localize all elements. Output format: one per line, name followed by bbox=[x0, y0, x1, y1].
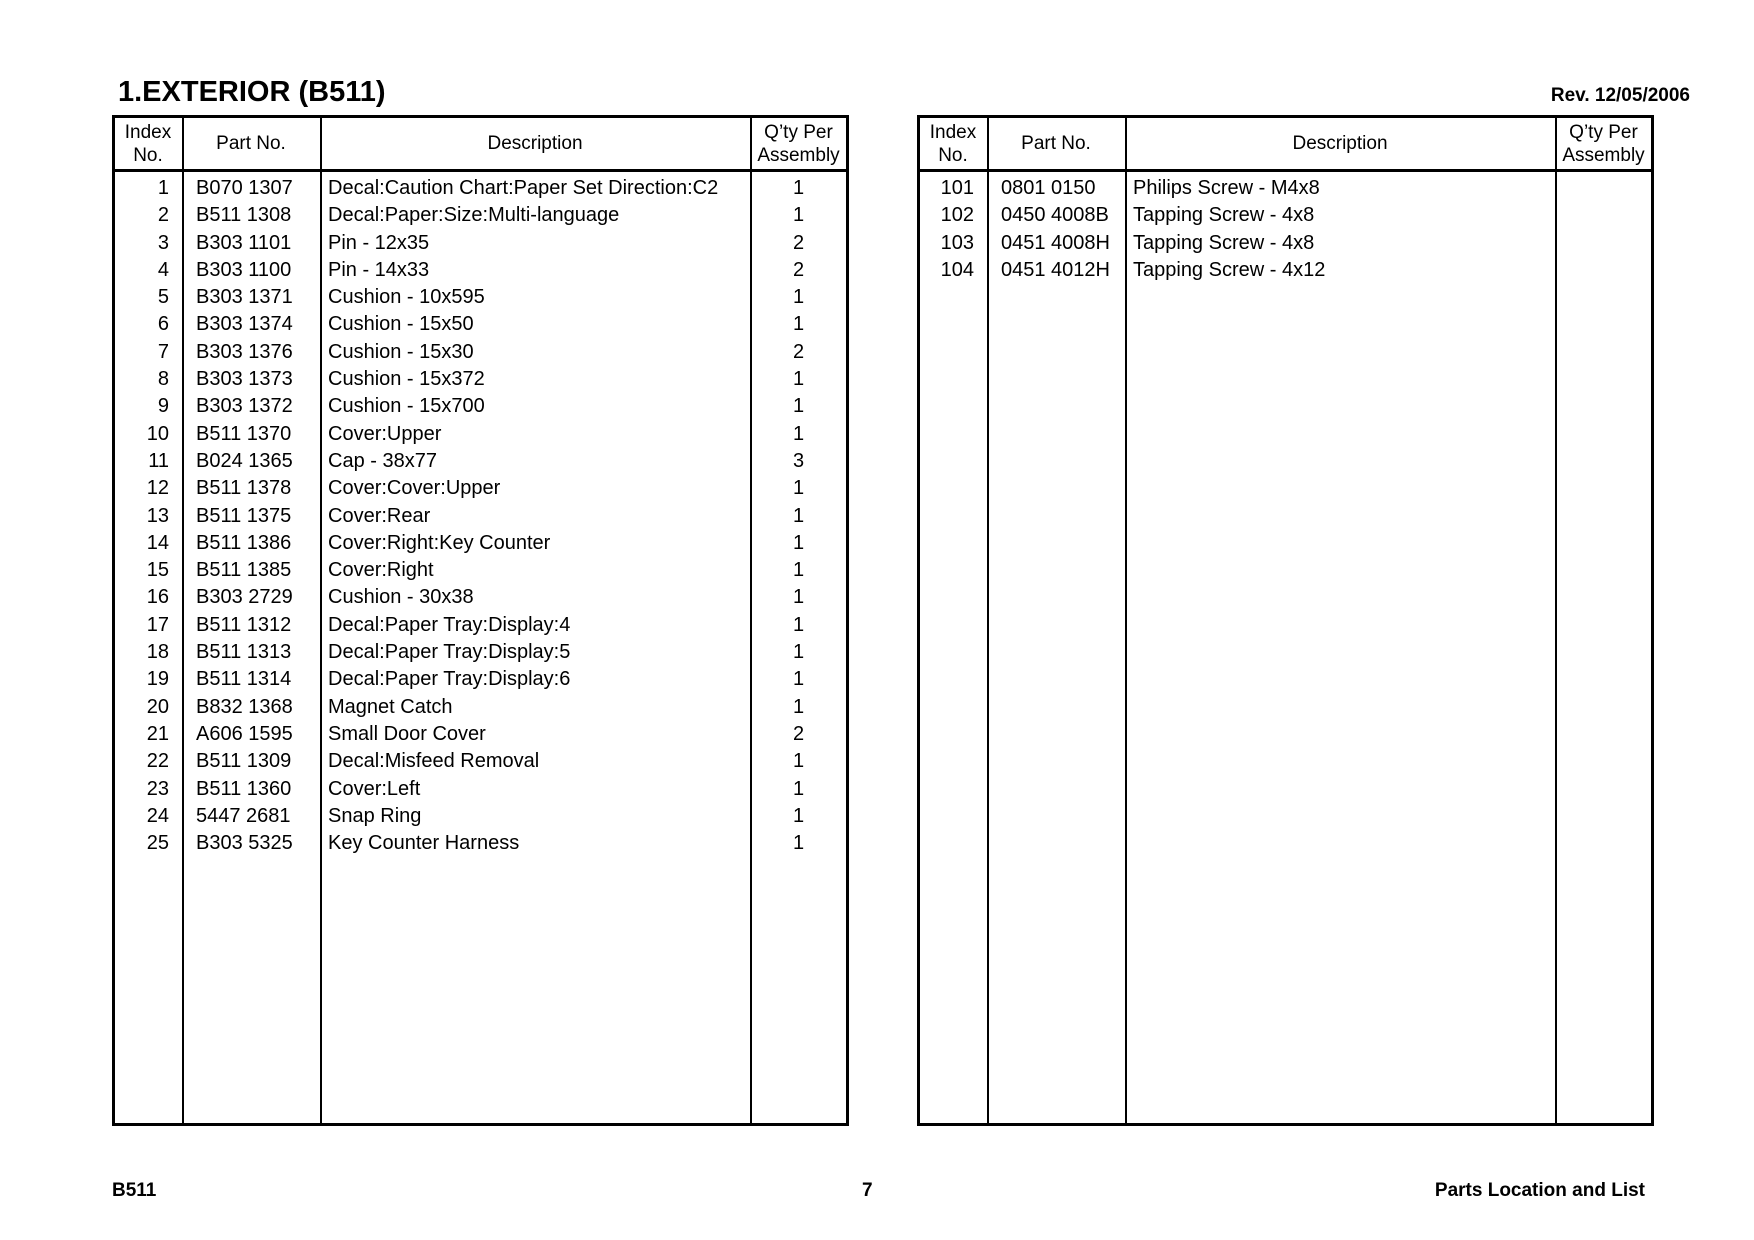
cell-part-no: 0801 0150 bbox=[1001, 177, 1096, 199]
cell-index: 1 bbox=[157, 177, 169, 199]
cell-qty: 1 bbox=[792, 777, 805, 800]
cell-index: 103 bbox=[940, 231, 974, 254]
cell-part-no: B303 1100 bbox=[196, 258, 292, 281]
table-row bbox=[115, 421, 846, 448]
cell-index: 19 bbox=[146, 668, 169, 691]
table-body bbox=[920, 172, 1651, 284]
cell-description: Decal:Paper Tray:Display:4 bbox=[328, 613, 571, 636]
header-part-no: Part No. bbox=[1021, 133, 1091, 154]
table-row bbox=[115, 230, 846, 257]
cell-index: 12 bbox=[146, 477, 169, 500]
cell-description: Pin - 14x33 bbox=[328, 258, 430, 281]
cell-index: 3 bbox=[157, 231, 169, 254]
cell-description: Cushion - 15x30 bbox=[328, 340, 474, 363]
cell-qty: 2 bbox=[792, 258, 805, 281]
cell-part-no: B511 1385 bbox=[196, 559, 292, 582]
cell-description: Cushion - 10x595 bbox=[328, 286, 485, 309]
table-row bbox=[115, 503, 846, 530]
cell-part-no: B303 1371 bbox=[196, 286, 293, 309]
cell-part-no: B511 1375 bbox=[196, 504, 292, 527]
cell-qty: 1 bbox=[792, 832, 805, 855]
table-row bbox=[115, 557, 846, 584]
cell-part-no: B511 1386 bbox=[196, 531, 292, 554]
table-row bbox=[920, 230, 1651, 257]
cell-qty: 1 bbox=[792, 668, 805, 691]
cell-part-no: B511 1312 bbox=[196, 613, 292, 636]
table-row bbox=[115, 748, 846, 775]
cell-description: Decal:Misfeed Removal bbox=[328, 750, 540, 773]
table-row bbox=[115, 830, 846, 857]
revision-label: Rev. 12/05/2006 bbox=[1550, 85, 1690, 106]
header-part-no: Part No. bbox=[216, 133, 286, 154]
cell-qty: 1 bbox=[792, 177, 805, 199]
cell-part-no: B511 1378 bbox=[196, 477, 292, 500]
cell-qty: 1 bbox=[792, 422, 805, 445]
cell-index: 18 bbox=[146, 641, 169, 664]
page-title: 1.EXTERIOR (B511) bbox=[118, 76, 386, 108]
cell-index: 13 bbox=[146, 504, 169, 527]
cell-description: Philips Screw - M4x8 bbox=[1133, 177, 1320, 199]
cell-index: 23 bbox=[146, 777, 169, 800]
cell-description: Cushion - 15x372 bbox=[328, 368, 485, 391]
cell-part-no: B832 1368 bbox=[196, 695, 293, 718]
table-row bbox=[115, 584, 846, 611]
table-row bbox=[115, 666, 846, 693]
cell-qty: 1 bbox=[792, 559, 805, 582]
cell-part-no: B070 1307 bbox=[196, 177, 293, 199]
table-row bbox=[920, 257, 1651, 284]
cell-description: Cushion - 30x38 bbox=[328, 586, 474, 609]
cell-description: Cover:Right bbox=[328, 559, 434, 582]
cell-description: Decal:Paper Tray:Display:6 bbox=[328, 668, 571, 691]
cell-qty: 1 bbox=[792, 641, 805, 664]
table-row bbox=[115, 175, 846, 202]
cell-description: Tapping Screw - 4x12 bbox=[1133, 258, 1326, 281]
cell-index: 5 bbox=[157, 286, 169, 309]
cell-index: 20 bbox=[146, 695, 169, 718]
cell-qty: 1 bbox=[792, 504, 805, 527]
cell-qty: 1 bbox=[792, 286, 805, 309]
cell-index: 104 bbox=[940, 258, 974, 281]
footer-section: Parts Location and List bbox=[1434, 1180, 1645, 1201]
cell-part-no: B303 2729 bbox=[196, 586, 293, 609]
cell-index: 11 bbox=[148, 449, 169, 472]
cell-description: Cover:Left bbox=[328, 777, 421, 800]
cell-description: Key Counter Harness bbox=[328, 832, 520, 855]
cell-qty: 1 bbox=[792, 368, 805, 391]
cell-index: 6 bbox=[157, 313, 169, 336]
table-row bbox=[920, 175, 1651, 202]
parts-table-right bbox=[917, 115, 1654, 1126]
cell-index: 17 bbox=[146, 613, 169, 636]
cell-part-no: 5447 2681 bbox=[196, 804, 291, 827]
cell-part-no: B303 1373 bbox=[196, 368, 293, 391]
cell-qty: 2 bbox=[792, 340, 805, 363]
cell-qty: 1 bbox=[792, 804, 805, 827]
cell-index: 7 bbox=[157, 340, 169, 363]
table-row bbox=[115, 339, 846, 366]
table-row bbox=[115, 694, 846, 721]
footer-page-number: 7 bbox=[862, 1180, 873, 1201]
cell-qty: 2 bbox=[792, 722, 805, 745]
cell-part-no: B511 1370 bbox=[196, 422, 292, 445]
table-row bbox=[115, 803, 846, 830]
cell-index: 9 bbox=[157, 395, 169, 418]
header-qty: Q’ty Per Assembly bbox=[1562, 121, 1645, 166]
cell-description: Decal:Paper Tray:Display:5 bbox=[328, 641, 571, 664]
cell-part-no: B303 1372 bbox=[196, 395, 293, 418]
cell-part-no: B511 1313 bbox=[196, 641, 292, 664]
cell-index: 102 bbox=[940, 204, 974, 227]
cell-part-no: A606 1595 bbox=[196, 722, 293, 745]
cell-qty: 2 bbox=[792, 231, 805, 254]
cell-index: 22 bbox=[146, 750, 169, 773]
cell-part-no: 0451 4012H bbox=[1001, 258, 1110, 281]
header-description: Description bbox=[487, 133, 583, 154]
header-index: Index No. bbox=[124, 121, 172, 166]
cell-part-no: B303 1101 bbox=[196, 231, 292, 254]
cell-part-no: B303 5325 bbox=[196, 832, 293, 855]
cell-part-no: B303 1376 bbox=[196, 340, 293, 363]
cell-index: 24 bbox=[146, 804, 169, 827]
cell-part-no: B303 1374 bbox=[196, 313, 293, 336]
table-row bbox=[115, 257, 846, 284]
table-row bbox=[115, 612, 846, 639]
cell-qty: 1 bbox=[792, 750, 805, 773]
table-row bbox=[115, 639, 846, 666]
cell-part-no: B511 1314 bbox=[196, 668, 292, 691]
table-row bbox=[115, 393, 846, 420]
table-row bbox=[115, 721, 846, 748]
cell-description: Snap Ring bbox=[328, 804, 422, 827]
header-description: Description bbox=[1292, 133, 1388, 154]
table-row bbox=[115, 475, 846, 502]
cell-description: Cushion - 15x700 bbox=[328, 395, 485, 418]
cell-description: Cover:Upper bbox=[328, 422, 442, 445]
cell-description: Cover:Rear bbox=[328, 504, 431, 527]
cell-index: 15 bbox=[146, 559, 169, 582]
cell-description: Small Door Cover bbox=[328, 722, 486, 745]
table-header bbox=[920, 118, 1651, 172]
cell-index: 25 bbox=[146, 832, 169, 855]
parts-table-left bbox=[112, 115, 849, 1126]
cell-part-no: B024 1365 bbox=[196, 449, 293, 472]
cell-part-no: B511 1360 bbox=[196, 777, 292, 800]
cell-description: Tapping Screw - 4x8 bbox=[1133, 231, 1315, 254]
cell-qty: 1 bbox=[792, 313, 805, 336]
table-header bbox=[115, 118, 846, 172]
cell-qty: 1 bbox=[792, 477, 805, 500]
cell-qty: 1 bbox=[792, 586, 805, 609]
table-row bbox=[115, 530, 846, 557]
table-row bbox=[920, 202, 1651, 229]
cell-description: Cap - 38x77 bbox=[328, 449, 437, 472]
table-row bbox=[115, 311, 846, 338]
header-qty: Q’ty Per Assembly bbox=[757, 121, 840, 166]
cell-qty: 1 bbox=[792, 204, 805, 227]
cell-index: 14 bbox=[146, 531, 169, 554]
cell-index: 10 bbox=[146, 422, 169, 445]
table-row bbox=[115, 202, 846, 229]
footer-model: B511 bbox=[112, 1180, 157, 1201]
cell-description: Magnet Catch bbox=[328, 695, 453, 718]
cell-part-no: 0451 4008H bbox=[1001, 231, 1110, 254]
table-row bbox=[115, 366, 846, 393]
cell-description: Tapping Screw - 4x8 bbox=[1133, 204, 1315, 227]
cell-index: 101 bbox=[940, 177, 974, 199]
table-row bbox=[115, 776, 846, 803]
cell-index: 8 bbox=[157, 368, 169, 391]
cell-qty: 1 bbox=[792, 613, 805, 636]
cell-part-no: B511 1308 bbox=[196, 204, 292, 227]
cell-part-no: B511 1309 bbox=[196, 750, 292, 773]
cell-index: 16 bbox=[146, 586, 169, 609]
cell-description: Cover:Cover:Upper bbox=[328, 477, 501, 500]
cell-index: 4 bbox=[157, 258, 169, 281]
cell-qty: 3 bbox=[792, 449, 805, 472]
cell-description: Pin - 12x35 bbox=[328, 231, 430, 254]
cell-description: Decal:Caution Chart:Paper Set Direction:C2 bbox=[328, 177, 719, 199]
table-body bbox=[115, 172, 846, 857]
table-row bbox=[115, 448, 846, 475]
cell-qty: 1 bbox=[792, 395, 805, 418]
cell-part-no: 0450 4008B bbox=[1001, 204, 1109, 227]
header-index: Index No. bbox=[929, 121, 977, 166]
cell-description: Cover:Right:Key Counter bbox=[328, 531, 551, 554]
cell-qty: 1 bbox=[792, 531, 805, 554]
cell-index: 21 bbox=[146, 722, 169, 745]
cell-description: Decal:Paper:Size:Multi-language bbox=[328, 204, 620, 227]
cell-index: 2 bbox=[157, 204, 169, 227]
table-row bbox=[115, 284, 846, 311]
cell-qty: 1 bbox=[792, 695, 805, 718]
cell-description: Cushion - 15x50 bbox=[328, 313, 474, 336]
